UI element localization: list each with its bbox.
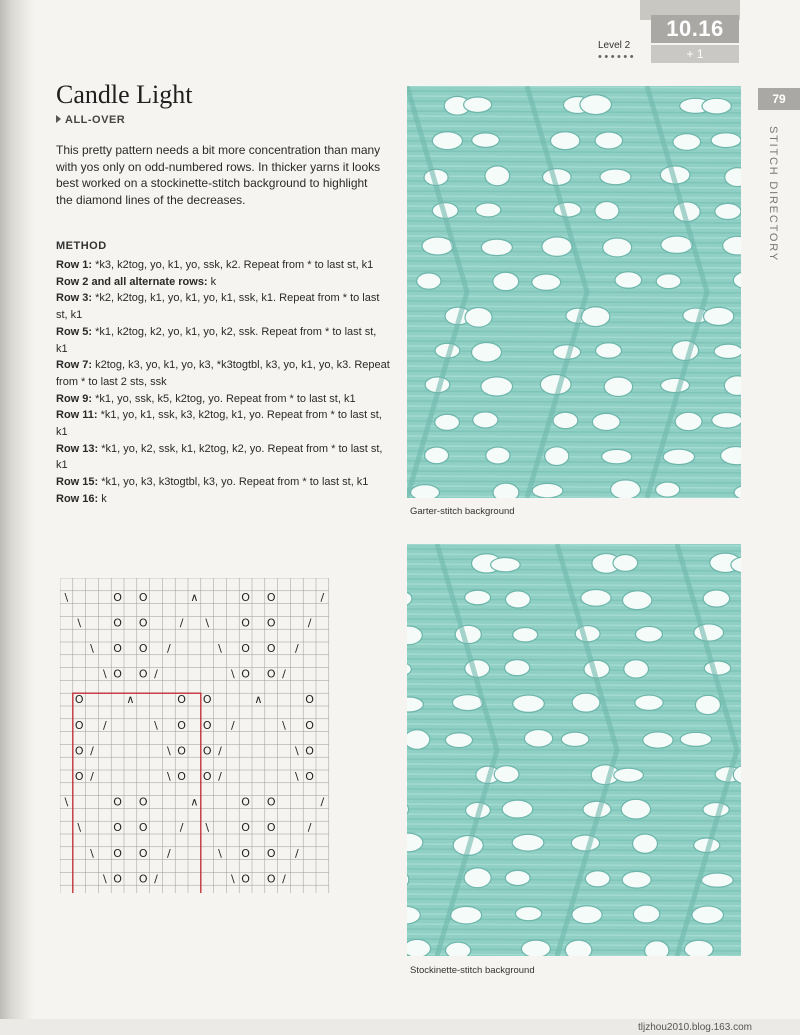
method-rows bbox=[56, 257, 391, 508]
chart-symbol-k2tog: / bbox=[320, 590, 325, 604]
chart-symbol-yo: O bbox=[202, 693, 212, 707]
chart-symbol-yo: O bbox=[241, 872, 250, 886]
chart-symbol-yo: O bbox=[305, 744, 314, 758]
chart-symbol-yo: O bbox=[266, 590, 276, 604]
chart-symbol-ssk: \ bbox=[90, 641, 94, 655]
method-row bbox=[56, 357, 391, 390]
chart-symbol-ssk: \ bbox=[77, 821, 82, 835]
chart-symbol-yo: O bbox=[241, 641, 250, 655]
row-instructions: k bbox=[98, 492, 107, 505]
row-instructions: *k1, yo, k1, ssk, k3, k2tog, k1, yo. Repeat from * to last st, k1 bbox=[56, 409, 382, 439]
row-instructions: k2tog, k3, yo, k1, yo, k3, *k3togtbl, k3, yo, k1, yo, k3. Repeat from * to last 2 sts, ssk bbox=[56, 359, 390, 388]
row-instructions: *k1, yo, ssk, k5, k2tog, yo. Repeat from * to last st, k1 bbox=[92, 392, 356, 405]
method-row bbox=[56, 441, 391, 474]
chart-symbol-ssk: \ bbox=[77, 616, 82, 630]
chart-symbol-ssk: \ bbox=[166, 769, 171, 783]
page-number: 79 bbox=[758, 88, 800, 110]
pattern-category bbox=[56, 114, 125, 126]
chart-symbol-yo: O bbox=[177, 718, 186, 732]
chart-symbol-yo: O bbox=[266, 616, 276, 630]
row-label: Row 5: bbox=[56, 325, 93, 338]
chart-symbol-yo: O bbox=[177, 693, 186, 707]
chart-symbol-k2tog: / bbox=[179, 821, 184, 835]
chart-symbol-yo: O bbox=[138, 590, 148, 604]
chart-symbol-ssk: \ bbox=[205, 616, 210, 630]
chart-symbol-yo: O bbox=[305, 769, 314, 783]
stitch-chart bbox=[60, 578, 330, 898]
section-number-badge: 10.16 bbox=[651, 15, 739, 43]
chart-symbol-k2tog: / bbox=[307, 821, 312, 835]
chart-symbol-k3togtbl: ∧ bbox=[126, 693, 135, 707]
chart-symbol-yo: O bbox=[113, 590, 122, 604]
chart-symbol-yo: O bbox=[113, 795, 122, 809]
chart-symbol-yo: O bbox=[266, 872, 276, 886]
chart-symbol-yo: O bbox=[138, 667, 148, 681]
chart-symbol-k2tog: / bbox=[166, 846, 171, 860]
row-instructions: *k2, k2tog, k1, yo, k1, yo, k1, ssk, k1. Repeat from * to last st, k1 bbox=[56, 292, 380, 322]
chart-symbol-ssk: \ bbox=[218, 641, 222, 655]
chart-symbol-ssk: \ bbox=[102, 667, 107, 681]
stockinette-stitch-swatch-photo bbox=[407, 544, 741, 956]
chart-symbol-yo: O bbox=[305, 693, 314, 707]
pattern-title: Candle Light bbox=[56, 80, 193, 109]
chart-symbol-ssk: \ bbox=[205, 821, 210, 835]
chart-symbol-ssk: \ bbox=[230, 667, 235, 681]
chart-symbol-k3togtbl: ∧ bbox=[190, 590, 199, 604]
pattern-intro: This pretty pattern needs a bit more concentration than many with yos only on odd-numbered rows. In thicker yarns it looks best worked on a stockinette-stitch background to highlight the diamond lines of the decreases. bbox=[56, 143, 381, 207]
method-row bbox=[56, 474, 391, 491]
watermark-url: tljzhou2010.blog.163.com bbox=[638, 1022, 752, 1033]
chart-symbol-k3togtbl: ∧ bbox=[190, 795, 199, 809]
garter-stitch-swatch-photo bbox=[407, 86, 741, 498]
chart-symbol-k2tog: / bbox=[218, 769, 222, 783]
row-label: Row 16: bbox=[56, 492, 99, 505]
chart-symbol-yo: O bbox=[241, 590, 250, 604]
chart-symbol-k2tog: / bbox=[154, 667, 158, 681]
chart-symbol-yo: O bbox=[266, 821, 276, 835]
chart-symbol-k2tog: / bbox=[294, 846, 299, 860]
chart-symbol-yo: O bbox=[113, 641, 122, 655]
chart-symbol-yo: O bbox=[138, 641, 148, 655]
chart-grid bbox=[60, 578, 329, 893]
method-row bbox=[56, 257, 391, 274]
row-label: Row 3: bbox=[56, 292, 93, 305]
row-label: Row 1: bbox=[56, 259, 93, 271]
row-label: Row 13: bbox=[56, 442, 99, 455]
triangle-bullet-icon bbox=[56, 115, 61, 123]
chart-symbol-k2tog: / bbox=[282, 667, 286, 681]
chart-symbol-k2tog: / bbox=[90, 769, 94, 783]
method-row bbox=[56, 491, 391, 508]
chart-symbol-yo: O bbox=[177, 744, 186, 758]
row-instructions: *k1, yo, k3, k3togtbl, k3, yo. Repeat from * to last st, k1 bbox=[98, 476, 369, 489]
chart-symbol-k2tog: / bbox=[282, 872, 286, 886]
chart-symbol-yo: O bbox=[113, 616, 122, 630]
book-spine-shadow bbox=[0, 0, 34, 1035]
method-heading: METHOD bbox=[56, 240, 107, 252]
chart-symbol-yo: O bbox=[177, 769, 186, 783]
row-instructions: *k1, k2tog, k2, yo, k1, yo, k2, ssk. Repeat from * to last st, k1 bbox=[56, 325, 377, 355]
chart-symbol-ssk: \ bbox=[166, 744, 171, 758]
stockinette-stitch-caption: Stockinette-stitch background bbox=[410, 965, 535, 976]
chart-symbol-ssk: \ bbox=[64, 590, 69, 604]
chart-symbol-ssk: \ bbox=[102, 872, 107, 886]
chart-symbol-yo: O bbox=[241, 846, 250, 860]
chart-symbol-yo: O bbox=[74, 693, 84, 707]
garter-stitch-caption: Garter-stitch background bbox=[410, 506, 515, 517]
chart-symbol-yo: O bbox=[266, 795, 276, 809]
method-row bbox=[56, 290, 391, 323]
chart-symbol-yo: O bbox=[138, 616, 148, 630]
method-row bbox=[56, 324, 391, 357]
chart-symbol-ssk: \ bbox=[282, 718, 286, 732]
chart-symbol-yo: O bbox=[113, 667, 122, 681]
chart-symbol-yo: O bbox=[266, 846, 276, 860]
method-row bbox=[56, 391, 391, 408]
section-name: STITCH DIRECTORY bbox=[767, 126, 779, 262]
chart-symbol-yo: O bbox=[241, 795, 250, 809]
plus-badge: + 1 bbox=[651, 45, 739, 63]
chart-symbol-yo: O bbox=[74, 718, 84, 732]
category-label: ALL-OVER bbox=[65, 114, 126, 126]
chart-symbol-yo: O bbox=[113, 846, 122, 860]
method-row bbox=[56, 407, 391, 440]
chart-symbol-yo: O bbox=[138, 872, 148, 886]
chart-symbol-ssk: \ bbox=[90, 846, 94, 860]
row-label: Row 15: bbox=[56, 476, 99, 489]
chart-symbol-k3togtbl: ∧ bbox=[254, 693, 263, 707]
row-label: Row 11: bbox=[56, 409, 98, 422]
row-label: Row 9: bbox=[56, 392, 93, 405]
chart-symbol-yo: O bbox=[202, 718, 212, 732]
chart-symbol-yo: O bbox=[138, 821, 148, 835]
difficulty-level: Level 2 bbox=[598, 40, 631, 51]
chart-symbol-k2tog: / bbox=[218, 744, 222, 758]
chart-symbol-k2tog: / bbox=[294, 641, 299, 655]
row-instructions: *k3, k2tog, yo, k1, yo, ssk, k2. Repeat from * to last st, k1 bbox=[92, 259, 374, 271]
chart-symbol-ssk: \ bbox=[64, 795, 69, 809]
chart-symbol-yo: O bbox=[138, 795, 148, 809]
chart-symbol-yo: O bbox=[202, 769, 212, 783]
chart-symbol-yo: O bbox=[74, 769, 84, 783]
row-label: Row 2 and all alternate rows: bbox=[56, 275, 208, 288]
chart-symbol-yo: O bbox=[305, 718, 314, 732]
chart-symbol-ssk: \ bbox=[218, 846, 222, 860]
row-instructions: *k1, yo, k2, ssk, k1, k2tog, k2, yo. Repeat from * to last st, k1 bbox=[56, 442, 383, 472]
chart-symbol-ssk: \ bbox=[230, 872, 235, 886]
chart-symbol-k2tog: / bbox=[307, 616, 312, 630]
row-instructions: k bbox=[207, 275, 217, 288]
chart-symbol-k2tog: / bbox=[230, 718, 235, 732]
chart-symbol-k2tog: / bbox=[102, 718, 107, 732]
chart-symbol-yo: O bbox=[113, 821, 122, 835]
chart-symbol-k2tog: / bbox=[320, 795, 325, 809]
chart-symbol-yo: O bbox=[138, 846, 148, 860]
difficulty-dots: •••••• bbox=[598, 51, 637, 63]
chart-symbol-ssk: \ bbox=[154, 718, 158, 732]
chart-symbol-k2tog: / bbox=[154, 872, 158, 886]
chart-symbol-yo: O bbox=[241, 667, 250, 681]
chart-symbol-k2tog: / bbox=[179, 616, 184, 630]
chart-symbol-yo: O bbox=[113, 872, 122, 886]
chart-symbol-yo: O bbox=[241, 821, 250, 835]
chart-symbol-yo: O bbox=[74, 744, 84, 758]
chart-symbol-yo: O bbox=[266, 641, 276, 655]
chart-symbol-k2tog: / bbox=[90, 744, 94, 758]
chart-symbol-yo: O bbox=[241, 616, 250, 630]
row-label: Row 7: bbox=[56, 359, 93, 372]
chart-symbol-ssk: \ bbox=[294, 769, 299, 783]
chart-symbol-k2tog: / bbox=[166, 641, 171, 655]
chart-symbol-ssk: \ bbox=[294, 744, 299, 758]
method-row bbox=[56, 274, 391, 291]
chart-symbol-yo: O bbox=[202, 744, 212, 758]
chart-symbol-yo: O bbox=[266, 667, 276, 681]
